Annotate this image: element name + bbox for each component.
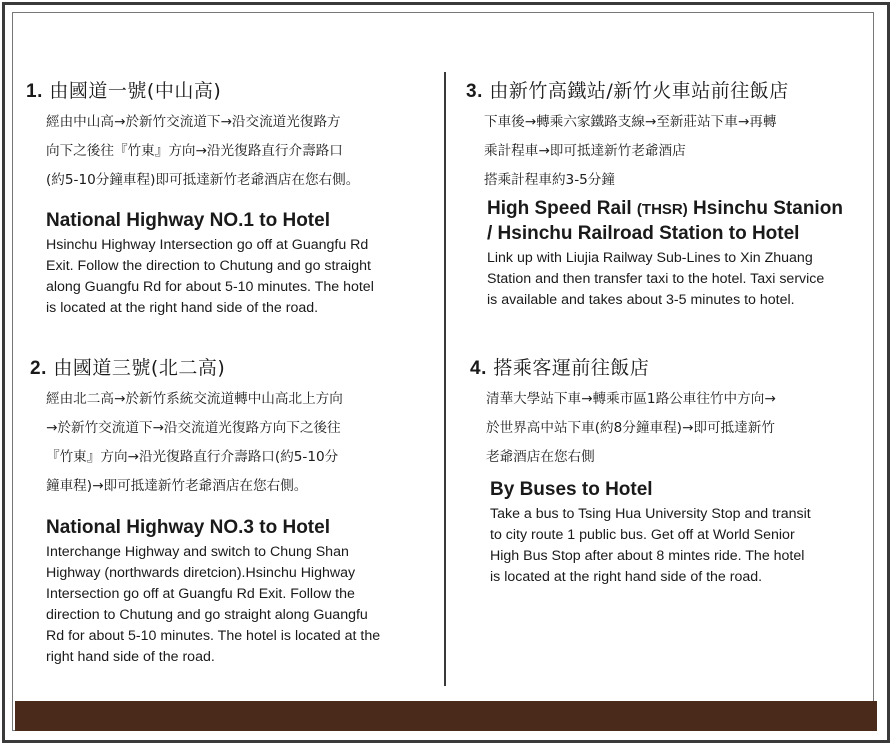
section-2-zh-title (30, 356, 343, 381)
section-3 (466, 79, 789, 195)
zh-line: 經由北二高→於新竹系統交流道轉中山高北上方向 (46, 391, 343, 407)
section-1-zh-heading: 由國道一號(中山高) (49, 80, 222, 102)
section-4-zh-title (470, 356, 776, 381)
zh-line: →於新竹交流道下→沿交流道光復路方向下之後往 (46, 420, 341, 436)
en-line: direction to Chutung and go straight along Guangfu (46, 607, 368, 623)
zh-line: 經由中山高→於新竹交流道下→沿交流道光復路方 (46, 114, 341, 130)
section-2-number: 2. (30, 358, 47, 379)
section-3-en-body (487, 248, 843, 311)
section-4-zh-body (486, 385, 776, 472)
zh-line: 老爺酒店在您右側 (486, 449, 595, 465)
zh-line: 『竹東』方向→沿光復路直行介壽路口(約5-10分 (46, 449, 339, 465)
en-line: Exit. Follow the direction to Chutung and go straight (46, 258, 371, 274)
thsr-abbrev: (THSR) (636, 201, 688, 218)
en-line: Intersection go off at Guangfu Rd Exit. Follow the (46, 586, 355, 602)
section-3-zh-body (484, 108, 789, 195)
zh-line: 下車後→轉乘六家鐵路支線→至新莊站下車→再轉 (484, 114, 777, 130)
column-divider (444, 72, 446, 686)
zh-line: 於世界高中站下車(約8分鐘車程)→即可抵達新竹 (486, 420, 775, 436)
section-3-zh-heading: 由新竹高鐵站/新竹火車站前往飯店 (489, 80, 789, 102)
zh-line: 搭乘計程車約3-5分鐘 (484, 172, 615, 188)
section-4-en-body (490, 504, 811, 588)
zh-line: (約5-10分鐘車程)即可抵達新竹老爺酒店在您右側。 (46, 172, 360, 188)
en-title-part: High Speed Rail (487, 198, 637, 219)
section-3-en-title-line1 (487, 197, 843, 222)
section-1-en-body (46, 235, 374, 319)
en-line: Take a bus to Tsing Hua University Stop and transit (490, 506, 811, 522)
section-4 (470, 356, 776, 472)
section-2-en-body (46, 542, 380, 668)
zh-line: 鐘車程)→即可抵達新竹老爺酒店在您右側。 (46, 478, 308, 494)
en-line: Link up with Liujia Railway Sub-Lines to Xin Zhuang (487, 250, 813, 266)
en-line: Highway (northwards diretcion).Hsinchu Highway (46, 565, 356, 581)
section-4-number: 4. (470, 358, 487, 379)
section-4-en (490, 478, 811, 588)
en-line: Station and then transfer taxi to the hotel. Taxi service (487, 271, 825, 287)
section-1-zh-body (46, 108, 359, 195)
section-4-en-title: By Buses to Hotel (490, 479, 653, 500)
en-line: right hand side of the road. (46, 649, 215, 665)
section-1 (26, 79, 359, 195)
section-1-zh-title (26, 79, 359, 104)
en-line: Interchange Highway and switch to Chung Shan (46, 544, 349, 560)
en-line: to city route 1 public bus. Get off at World Senior (490, 527, 795, 543)
section-2-zh-heading: 由國道三號(北二高) (53, 357, 226, 379)
section-3-number: 3. (466, 81, 483, 102)
section-3-en-title-line2: / Hsinchu Railroad Station to Hotel (487, 223, 800, 244)
section-3-en (487, 197, 843, 311)
section-1-en (46, 209, 374, 319)
section-4-zh-heading: 搭乘客運前往飯店 (493, 357, 650, 379)
en-line: is located at the right hand side of the road. (46, 300, 319, 316)
section-1-en-title: National Highway NO.1 to Hotel (46, 210, 330, 231)
footer-bar (15, 701, 877, 731)
section-1-number: 1. (26, 81, 43, 102)
en-line: is located at the right hand side of the road. (490, 569, 763, 585)
zh-line: 清華大學站下車→轉乘市區1路公車往竹中方向→ (486, 391, 776, 407)
en-title-part: Hsinchu Stanion (687, 198, 843, 219)
zh-line: 乘計程車→即可抵達新竹老爺酒店 (484, 143, 686, 159)
en-line: Rd for about 5-10 minutes. The hotel is located at the (46, 628, 381, 644)
section-2-zh-body (46, 385, 343, 501)
section-2 (30, 356, 343, 501)
section-2-en-title: National Highway NO.3 to Hotel (46, 517, 330, 538)
section-2-en (46, 516, 380, 668)
section-3-zh-title (466, 79, 789, 104)
en-line: along Guangfu Rd for about 5-10 minutes. The hotel (46, 279, 374, 295)
zh-line: 向下之後往『竹東』方向→沿光復路直行介壽路口 (46, 143, 343, 159)
en-line: is available and takes about 3-5 minutes to hotel. (487, 292, 795, 308)
en-line: Hsinchu Highway Intersection go off at Guangfu Rd (46, 237, 369, 253)
en-line: High Bus Stop after about 8 mintes ride. The hotel (490, 548, 805, 564)
